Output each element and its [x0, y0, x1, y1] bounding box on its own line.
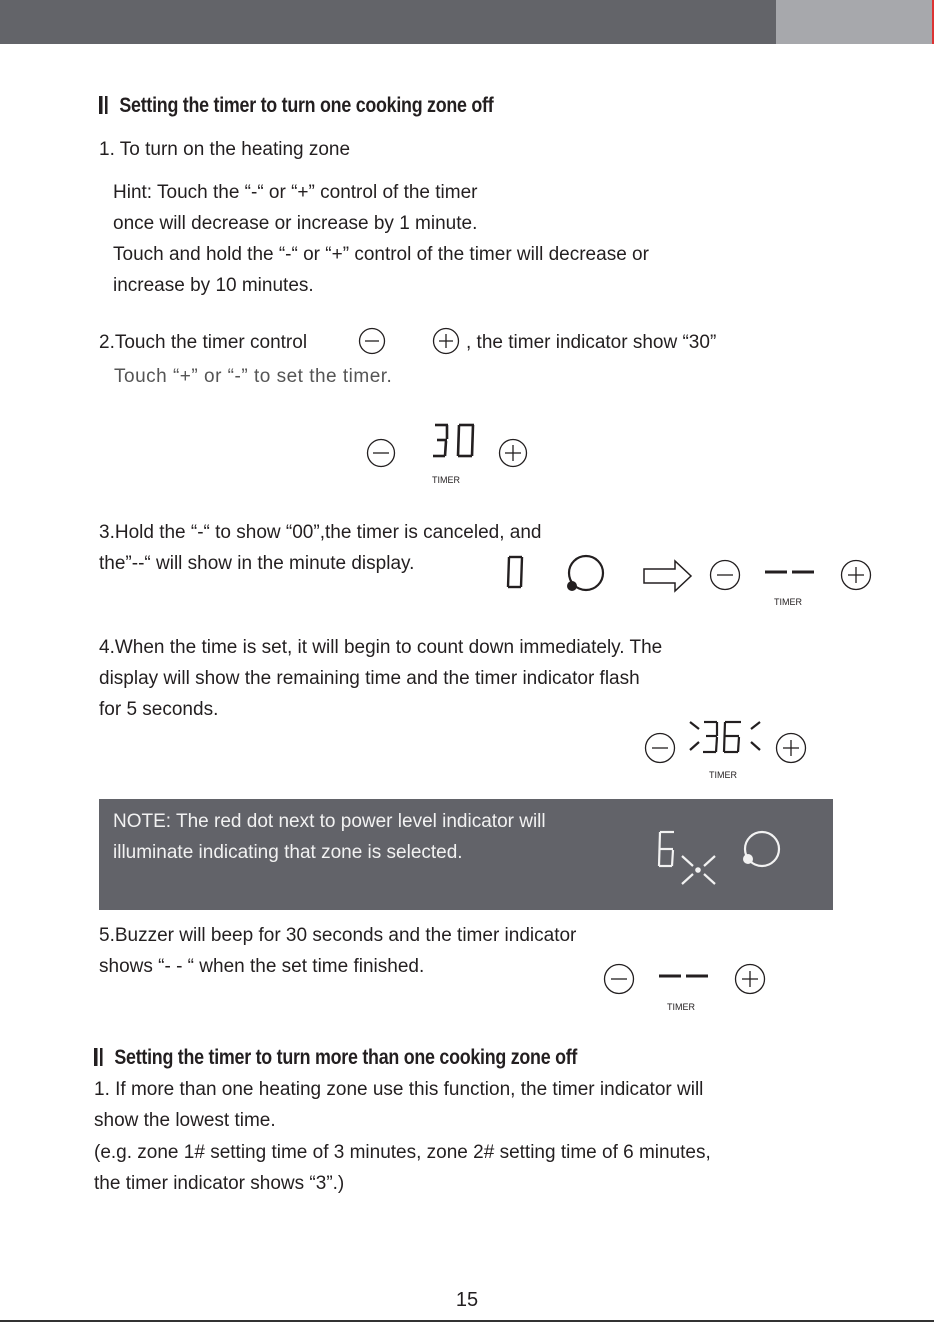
step2-line2: Touch “+” or “-” to set the timer. — [114, 366, 393, 387]
hint-line-4: increase by 10 minutes. — [113, 275, 314, 296]
section2-line-4: the timer indicator shows “3”.) — [94, 1173, 345, 1194]
step3-line-1: 3.Hold the “-“ to show “00”,the timer is canceled, and — [99, 522, 542, 543]
header-bar-tab — [776, 0, 932, 44]
section2-heading — [94, 1045, 577, 1071]
step3-line-2: the”--“ will show in the minute display. — [99, 553, 415, 574]
plus-icon — [734, 963, 766, 995]
step1-text: 1. To turn on the heating zone — [99, 139, 351, 160]
right-arrow-icon — [643, 560, 693, 592]
heading-bars-icon — [99, 96, 109, 114]
hint-line-2: once will decrease or increase by 1 minute. — [113, 213, 478, 234]
minus-icon — [366, 438, 396, 468]
hint-line-1: Hint: Touch the “-“ or “+” control of the timer — [113, 182, 478, 203]
timer-label: TIMER — [432, 475, 460, 485]
section2-line-3: (e.g. zone 1# setting time of 3 minutes, zone 2# setting time of 6 minutes, — [94, 1142, 711, 1163]
dash-display — [764, 567, 816, 577]
seven-segment-display-30 — [432, 422, 478, 462]
cooking-zone-ring-icon — [564, 554, 608, 594]
step2-text-a: 2.Touch the timer control — [99, 332, 308, 353]
section2-line-2: show the lowest time. — [94, 1110, 276, 1131]
section2-title: Setting the timer to turn more than one cooking zone off — [114, 1046, 578, 1069]
seven-segment-display-0 — [505, 555, 525, 591]
minus-icon — [709, 559, 741, 591]
step4-line-1: 4.When the time is set, it will begin to count down immediately. The — [99, 637, 663, 658]
hint-line-3: Touch and hold the “-“ or “+” control of the timer will decrease or — [113, 244, 649, 265]
section1-heading — [99, 93, 493, 119]
seven-segment-display-36-flashing — [684, 718, 766, 762]
plus-icon — [840, 559, 872, 591]
note-box — [99, 799, 833, 910]
note-line-1: NOTE: The red dot next to power level indicator will — [113, 811, 546, 832]
section2-line-1: 1. If more than one heating zone use this function, the timer indicator will — [94, 1079, 704, 1100]
header-bar — [0, 0, 776, 44]
page-number: 15 — [455, 1289, 479, 1311]
section1-title: Setting the timer to turn one cooking zone off — [119, 94, 494, 117]
plus-icon — [432, 327, 460, 355]
step5-line-1: 5.Buzzer will beep for 30 seconds and the timer indicator — [99, 925, 577, 946]
minus-icon — [644, 732, 676, 764]
step4-line-3: for 5 seconds. — [99, 699, 219, 720]
minus-icon — [603, 963, 635, 995]
power-level-display-6 — [655, 829, 721, 887]
cooking-zone-ring-icon — [739, 829, 785, 869]
step2-text-b: , the timer indicator show “30” — [466, 332, 717, 353]
plus-icon — [775, 732, 807, 764]
step4-line-2: display will show the remaining time and the timer indicator flash — [99, 668, 640, 689]
heading-bars-icon — [94, 1048, 104, 1066]
minus-icon — [358, 327, 386, 355]
timer-label: TIMER — [667, 1002, 695, 1012]
plus-icon — [498, 438, 528, 468]
timer-label: TIMER — [774, 597, 802, 607]
step5-line-2: shows “- - “ when the set time finished. — [99, 956, 425, 977]
dash-display — [658, 971, 710, 981]
footer-rule — [0, 1320, 934, 1322]
timer-label: TIMER — [709, 770, 737, 780]
note-line-2: illuminate indicating that zone is selected. — [113, 842, 463, 863]
